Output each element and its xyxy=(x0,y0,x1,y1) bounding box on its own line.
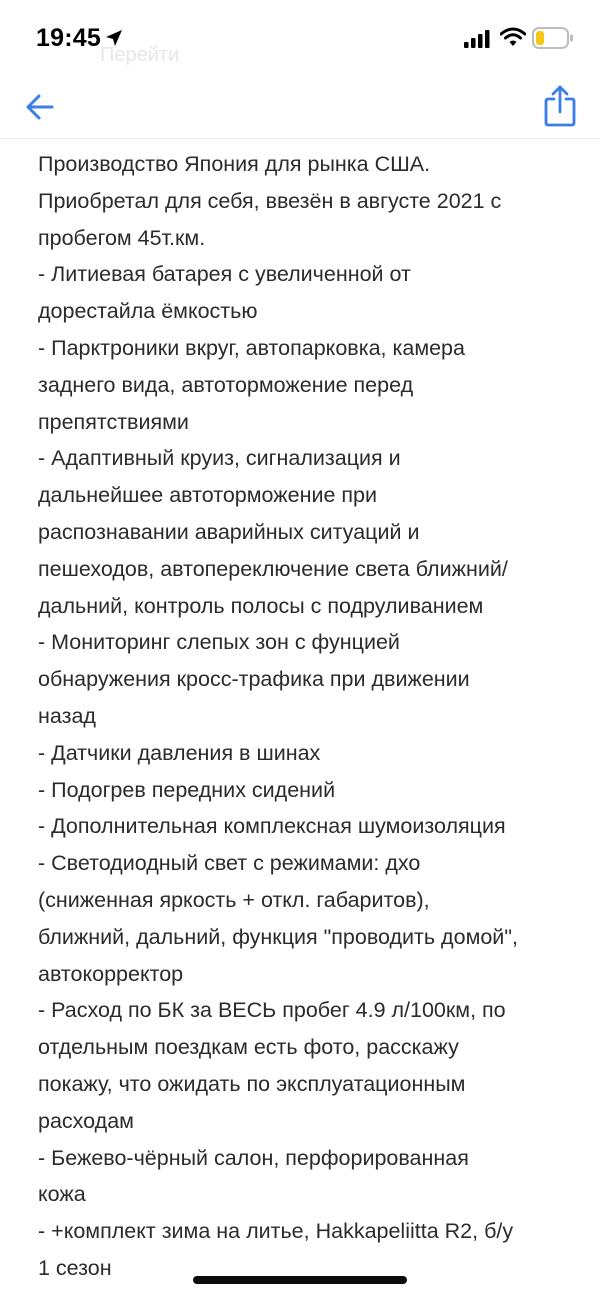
description-line: 1 сезон xyxy=(38,1255,112,1280)
status-time: 19:45 xyxy=(36,24,101,52)
description-line: - Бежево-чёрный салон, перфорированная xyxy=(38,1145,469,1170)
hidden-header-text: Перейти xyxy=(100,44,180,66)
description-line: дальнейшее автоторможение при xyxy=(38,483,378,508)
cellular-signal-icon xyxy=(464,30,490,48)
description-line: пробегом 45т.км. xyxy=(38,225,206,250)
description-line: - +комплект зима на литье, Hakkapeliitta R2, б/у xyxy=(38,1219,514,1244)
back-button[interactable] xyxy=(24,90,58,124)
wifi-icon xyxy=(500,27,526,47)
share-icon xyxy=(546,87,574,125)
description-line: заднего вида, автоторможение перед xyxy=(38,372,414,397)
status-bar xyxy=(0,0,600,76)
battery-icon xyxy=(532,27,574,49)
description-line: расходам xyxy=(38,1108,134,1133)
description-line: - Мониторинг слепых зон с фунцией xyxy=(38,630,400,655)
home-indicator[interactable] xyxy=(193,1276,407,1284)
description-line: препятствиями xyxy=(38,409,189,434)
description-line: - Подогрев передних сидений xyxy=(38,777,336,802)
description-line: дорестайла ёмкостью xyxy=(38,299,258,324)
description-line: дальний, контроль полосы с подруливанием xyxy=(38,593,484,618)
navigation-bar xyxy=(0,76,600,139)
description-line: - Датчики давления в шинах xyxy=(38,740,321,765)
description-line: - Адаптивный круиз, сигнализация и xyxy=(38,446,401,471)
description-line: - Светодиодный свет с режимами: дхо xyxy=(38,851,421,876)
share-button[interactable] xyxy=(542,84,578,128)
description-line: (сниженная яркость + откл. габаритов), xyxy=(38,887,430,912)
description-line: кожа xyxy=(38,1182,86,1207)
description-line: Приобретал для себя, ввезён в августе 2021 с xyxy=(38,188,502,213)
description-line: отдельным поездкам есть фото, расскажу xyxy=(38,1035,459,1060)
description-line: автокорректор xyxy=(38,961,184,986)
description-line: ближний, дальний, функция "проводить домой", xyxy=(38,924,518,949)
description-line: обнаружения кросс-трафика при движении xyxy=(38,667,470,692)
description-line: назад xyxy=(38,703,96,728)
description-line: - Дополнительная комплексная шумоизоляция xyxy=(38,814,506,839)
description-line: распознавании аварийных ситуаций и xyxy=(38,519,420,544)
description-line: - Расход по БК за ВЕСЬ пробег 4.9 л/100км, по xyxy=(38,998,506,1023)
description-line: - Парктроники вкруг, автопарковка, камера xyxy=(38,335,465,360)
description-line: - Литиевая батарея с увеличенной от xyxy=(38,262,411,287)
description-line: покажу, что ожидать по эксплуатационным xyxy=(38,1071,466,1096)
listing-description xyxy=(38,146,568,1287)
arrow-left-icon xyxy=(28,96,52,118)
description-line: пешеходов, автопереключение света ближний/ xyxy=(38,556,508,581)
description-line: Производство Япония для рынка США. xyxy=(38,152,431,176)
